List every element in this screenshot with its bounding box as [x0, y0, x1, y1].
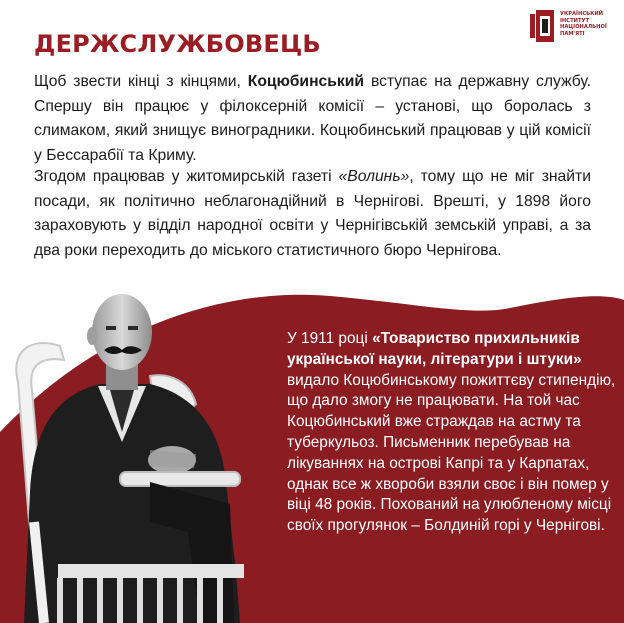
logo-line: УКРАЇНСЬКИЙ [560, 11, 604, 17]
logo-line: НАЦІОНАЛЬНОЇ [560, 24, 607, 31]
logo-line: ІНСТИТУТ [560, 17, 590, 24]
society-name: «Товариство прихильників української науки, літератури і штуки» [287, 330, 582, 368]
logo-line: ПАМ'ЯТІ [560, 30, 585, 37]
uinp-logo-icon [530, 10, 554, 42]
intro-text: Щоб звести кінці з кінцями, [34, 73, 248, 90]
intro-name: Коцюбинський [247, 73, 365, 90]
stipend-text: У 1911 році [287, 330, 373, 347]
career-text-rest: , тому що не міг знайти посади, як політично неблагонадійний в Чернігові. Врешті, у 1898 його зараховують у відділ народної освіти у Чернігівській земській управі, а за два роки переходить до міського статистичного бюро Чернігова. [34, 168, 591, 259]
newspaper-name: «Волинь» [338, 168, 410, 185]
intro-paragraph [34, 70, 591, 168]
career-text: Згодом працював у житомирській газеті [34, 168, 339, 185]
page-title: ДЕРЖСЛУЖБОВЕЦЬ [34, 30, 321, 58]
intro-text-rest: вступає на державну службу. Спершу він працює у філоксерній комісії – установі, що боролась з слимаком, який знищує виноградники. Коцюбинський працював у цій комісії у Бессарабії та Криму. [34, 73, 592, 164]
stipend-paragraph [287, 329, 617, 537]
stipend-text-rest: видало Коцюбинському пожиттєву стипендію, що дало змогу не працювати. На той час Коцюбинський вже страждав на астму та туберкульоз. Письменник перебував на лікуваннях на острові Капрі та у Карпатах, однак все ж хвороби взяли своє і він помер у віці 48 років. Похований на улюбленому місці своїх прогулянок – Болдиній горі у Чернігові. [287, 371, 616, 535]
institute-logo [530, 10, 620, 46]
portrait-photo [0, 272, 300, 623]
logo-text [560, 11, 622, 37]
career-paragraph [34, 165, 591, 263]
